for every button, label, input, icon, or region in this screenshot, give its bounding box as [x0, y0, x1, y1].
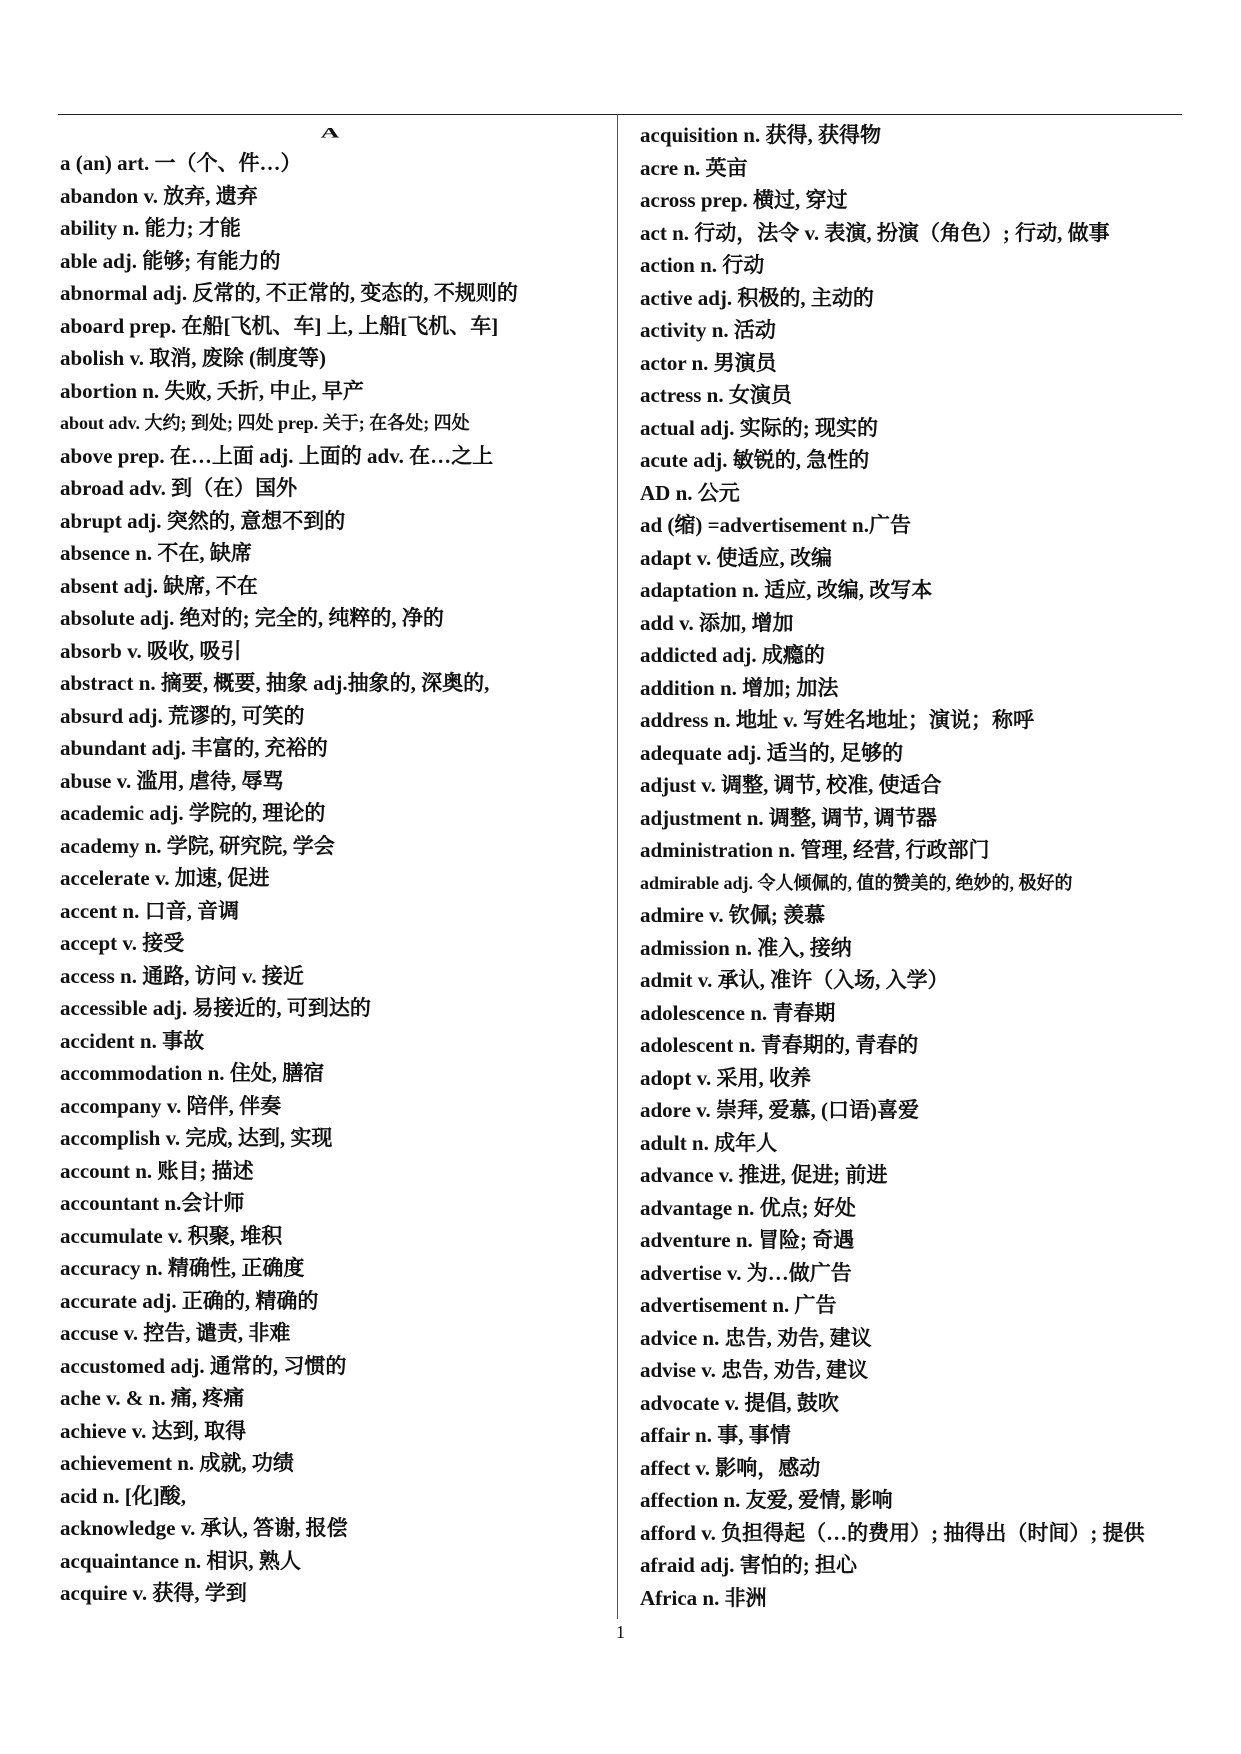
entry: advertisement n. 广告: [640, 1293, 837, 1317]
entry: affection n. 友爱, 爱情, 影响: [640, 1488, 893, 1512]
entry: academy n. 学院, 研究院, 学会: [60, 833, 335, 858]
entry: advantage n. 优点; 好处: [640, 1195, 856, 1220]
entry: abortion n. 失败, 夭折, 中止, 早产: [60, 378, 364, 403]
entry: accurate adj. 正确的, 精确的: [60, 1288, 319, 1313]
entry: abundant adj. 丰富的, 充裕的: [60, 736, 328, 760]
entry: addicted adj. 成瘾的: [640, 643, 825, 667]
entry: adolescence n. 青春期: [640, 1000, 836, 1025]
entry: AD n. 公元: [640, 480, 740, 505]
entry: address n. 地址 v. 写姓名地址；演说；称呼: [640, 708, 1034, 732]
entry: access n. 通路, 访问 v. 接近: [60, 963, 304, 988]
entry: adolescent n. 青春期的, 青春的: [640, 1033, 919, 1057]
entry: actress n. 女演员: [640, 383, 792, 407]
entry: add v. 添加, 增加: [640, 610, 794, 635]
entry: adaptation n. 适应, 改编, 改写本: [640, 578, 933, 602]
entry: admirable adj. 令人倾佩的, 值的赞美的, 绝妙的, 极好的: [640, 872, 1073, 893]
entry: ad (缩) =advertisement n.广告: [640, 513, 911, 537]
entry: accuracy n. 精确性, 正确度: [60, 1256, 305, 1280]
entry: acid n. [化]酸,: [60, 1483, 186, 1508]
entry: adult n. 成年人: [640, 1130, 778, 1155]
column-divider: [617, 114, 618, 1619]
entry: active adj. 积极的, 主动的: [640, 285, 874, 310]
entry: accompany v. 陪伴, 伴奏: [60, 1093, 282, 1118]
entry: academic adj. 学院的, 理论的: [60, 801, 326, 825]
entry: adapt v. 使适应, 改编: [640, 545, 832, 570]
entry: ache v. & n. 痛, 疼痛: [60, 1386, 245, 1410]
entry: achieve v. 达到, 取得: [60, 1418, 247, 1443]
entry: achievement n. 成就, 功绩: [60, 1451, 294, 1475]
entry: adjust v. 调整, 调节, 校准, 使适合: [640, 773, 942, 797]
entry: actor n. 男演员: [640, 350, 777, 375]
entry: accept v. 接受: [60, 931, 185, 955]
top-rule: [58, 114, 1182, 115]
entry: adjustment n. 调整, 调节, 调节器: [640, 805, 937, 830]
entry: abstract n. 摘要, 概要, 抽象 adj.抽象的, 深奥的,: [60, 671, 490, 695]
entry: accuse v. 控告, 谴责, 非难: [60, 1321, 291, 1345]
entry: adventure n. 冒险; 奇遇: [640, 1228, 855, 1252]
entry: abolish v. 取消, 废除 (制度等): [60, 346, 327, 370]
entry: acre n. 英亩: [640, 155, 748, 180]
entry: accelerate v. 加速, 促进: [60, 866, 270, 890]
entry: about adv. 大约; 到处; 四处 prep. 关于; 在各处; 四处: [60, 413, 470, 433]
entry: absorb v. 吸收, 吸引: [60, 638, 242, 663]
left-column: [60, 119, 610, 1610]
entry: accommodation n. 住处, 膳宿: [60, 1061, 325, 1085]
entry: advice n. 忠告, 劝告, 建议: [640, 1325, 872, 1350]
entry: acquaintance n. 相识, 熟人: [60, 1548, 301, 1573]
page-number: 1: [616, 1622, 625, 1642]
entry: acquire v. 获得, 学到: [60, 1581, 247, 1605]
entry: advise v. 忠告, 劝告, 建议: [640, 1358, 869, 1382]
entry: actual adj. 实际的; 现实的: [640, 415, 878, 440]
entry: accent n. 口音, 音调: [60, 898, 240, 923]
entry: activity n. 活动: [640, 318, 776, 342]
entry: accident n. 事故: [60, 1028, 205, 1053]
entry: affair n. 事, 事情: [640, 1423, 791, 1447]
entry: abnormal adj. 反常的, 不正常的, 变态的, 不规则的: [60, 281, 518, 305]
entry: adore v. 崇拜, 爱慕, (口语)喜爱: [640, 1098, 920, 1122]
entry: administration n. 管理, 经营, 行政部门: [640, 838, 990, 862]
entry: affect v. 影响，感动: [640, 1455, 821, 1480]
section-letter: A: [320, 124, 340, 141]
entry: accountant n.会计师: [60, 1191, 245, 1215]
entry: admire v. 钦佩; 羡慕: [640, 903, 826, 927]
entry: abandon v. 放弃, 遗弃: [60, 183, 258, 208]
entry: ability n. 能力; 才能: [60, 216, 241, 240]
entry: advance v. 推进, 促进; 前进: [640, 1163, 888, 1187]
entry: adequate adj. 适当的, 足够的: [640, 740, 904, 765]
entry: across prep. 横过, 穿过: [640, 188, 848, 212]
entry: addition n. 增加; 加法: [640, 675, 839, 700]
entry: able adj. 能够; 有能力的: [60, 248, 281, 273]
entry: aboard prep. 在船[飞机、车] 上, 上船[飞机、车]: [60, 313, 499, 338]
entry: accomplish v. 完成, 达到, 实现: [60, 1126, 333, 1150]
entry: accessible adj. 易接近的, 可到达的: [60, 996, 371, 1020]
entry: absolute adj. 绝对的; 完全的, 纯粹的, 净的: [60, 606, 444, 630]
entry: accustomed adj. 通常的, 习惯的: [60, 1353, 347, 1378]
entry: abroad adv. 到（在）国外: [60, 476, 298, 500]
right-column: [640, 119, 1185, 1614]
entry: Africa n. 非洲: [640, 1585, 767, 1610]
entry: act n. 行动，法令 v. 表演, 扮演（角色）; 行动, 做事: [640, 220, 1110, 245]
entry: acute adj. 敏锐的, 急性的: [640, 448, 870, 472]
entry: account n. 账目; 描述: [60, 1158, 254, 1183]
entry: absurd adj. 荒谬的, 可笑的: [60, 703, 305, 728]
entry: absence n. 不在, 缺席: [60, 541, 252, 565]
entry: admission n. 准入, 接纳: [640, 935, 852, 960]
entry: action n. 行动: [640, 253, 765, 277]
entry: acknowledge v. 承认, 答谢, 报偿: [60, 1516, 348, 1540]
entry: a (an) art. 一（个、件…）: [60, 151, 302, 175]
entry: abrupt adj. 突然的, 意想不到的: [60, 508, 346, 533]
entry: adopt v. 采用, 收养: [640, 1065, 811, 1090]
entry: afford v. 负担得起（…的费用）; 抽得出（时间）; 提供: [640, 1520, 1145, 1545]
entry: advocate v. 提倡, 鼓吹: [640, 1390, 839, 1415]
entry: absent adj. 缺席, 不在: [60, 573, 258, 598]
entry: admit v. 承认, 准许（入场, 入学）: [640, 968, 949, 992]
entry: advertise v. 为…做广告: [640, 1260, 852, 1285]
entry: afraid adj. 害怕的; 担心: [640, 1553, 857, 1577]
entry: acquisition n. 获得, 获得物: [640, 123, 881, 147]
entry: abuse v. 滥用, 虐待, 辱骂: [60, 768, 284, 793]
entry: above prep. 在…上面 adj. 上面的 adv. 在…之上: [60, 443, 494, 468]
entry: accumulate v. 积聚, 堆积: [60, 1223, 283, 1248]
